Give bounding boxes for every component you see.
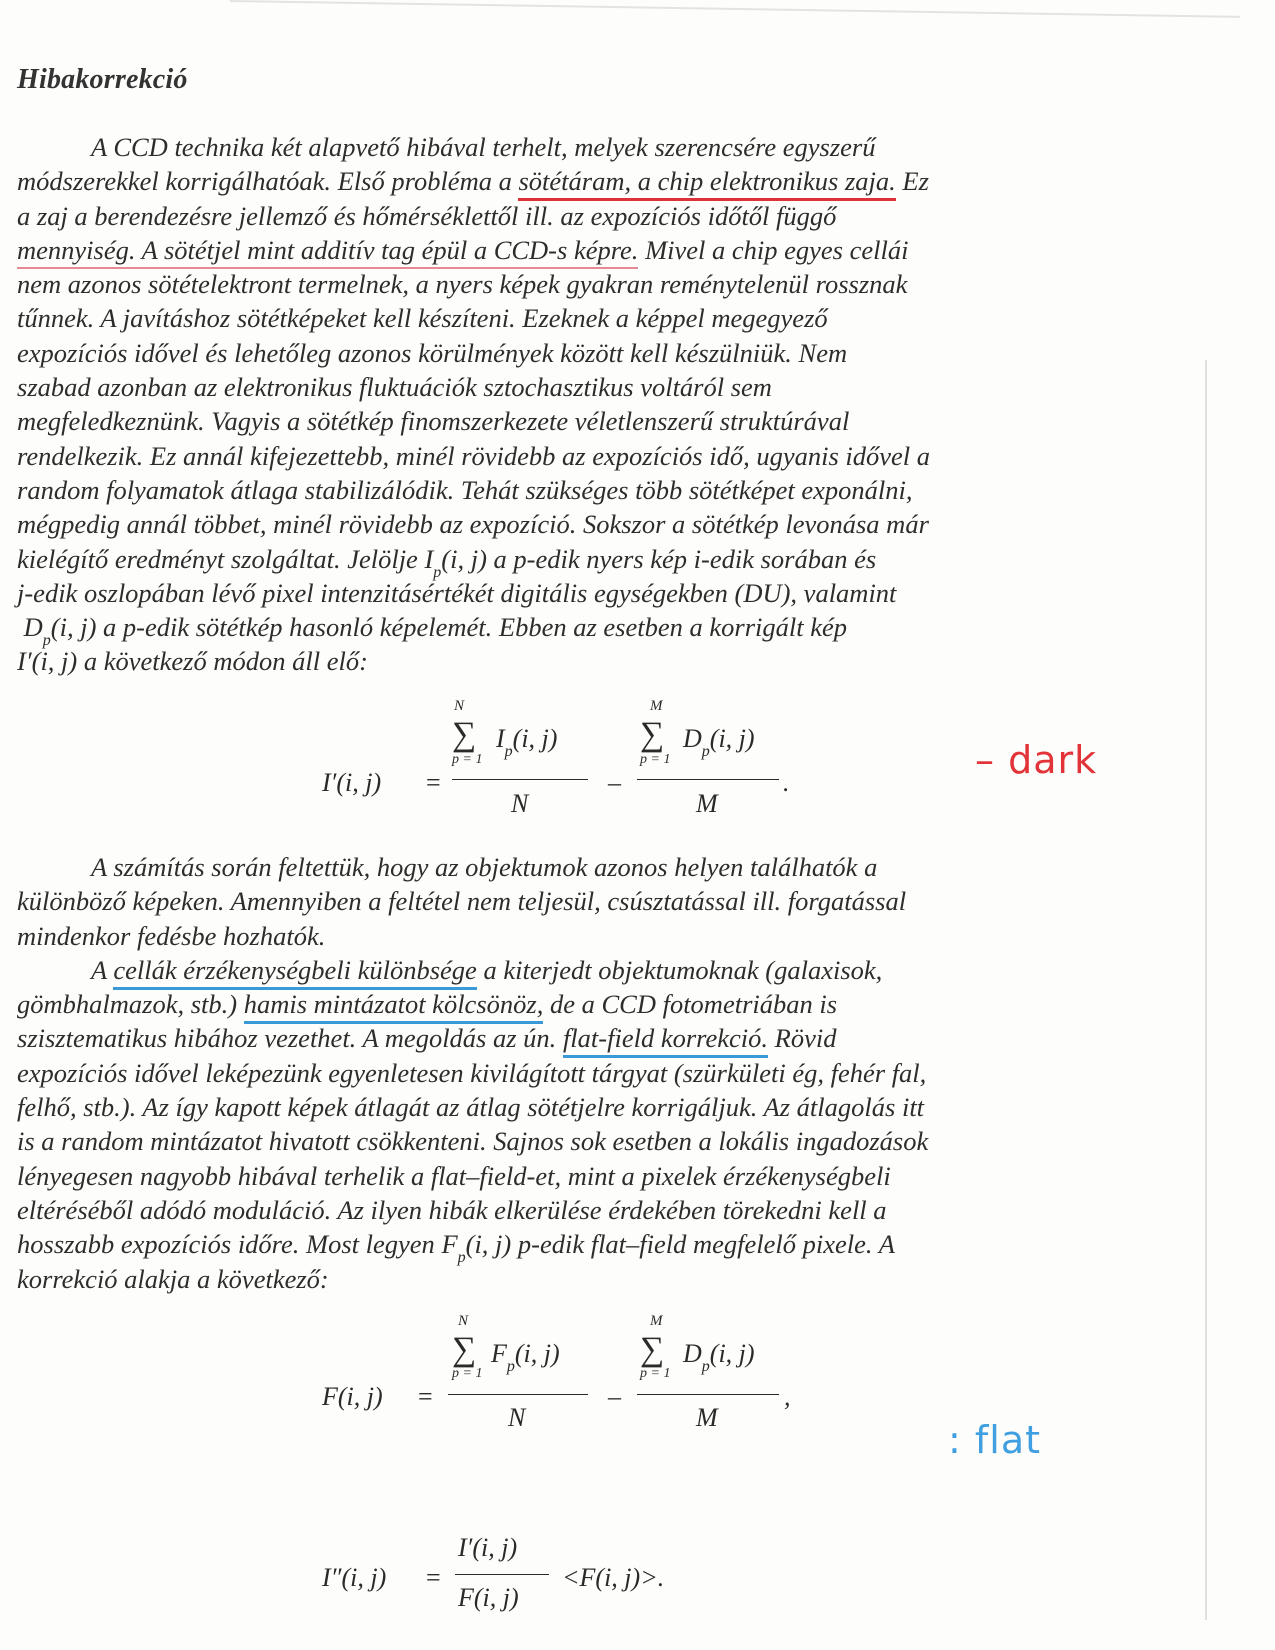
section-title: Hibakorrekció [17,64,188,95]
scan-edge-top [230,0,1240,36]
fraction-bar [452,779,588,780]
underline-sensitivity: cellák érzékenységbeli különbsége [113,955,476,990]
fraction-bar [637,1394,779,1395]
underline-dark-current: sötétáram, a chip elektronikus zaja. [518,166,895,201]
underline-flat-field: flat-field korrekció. [563,1023,768,1058]
handwritten-note-flat: : flat [948,1418,1042,1462]
scan-edge-right [1205,360,1207,1620]
fraction-bar [637,779,779,780]
sum-sign: ∑ [640,1331,665,1368]
fraction-bar [455,1574,549,1575]
underline-false-pattern: hamis mintázatot kölcsönöz, [244,989,544,1024]
formula-dark-correction: I′(i, j) = N ∑ $I_p(i$, j) p = 1 N – M ∑ $D_p(i$, j) p = 1 M . [322,698,790,818]
formula-flat-field: F(i, j) = N ∑ $F_p(i$, j) p = 1 N – M ∑ $D_p(i$, j) p = 1 M , [322,1313,791,1432]
sum-sign: ∑ [452,1331,477,1368]
formula-final-correction: I″(i, j) = I′(i, j) F(i, j) <F(i, j)>. [322,1533,665,1612]
fraction-bar [448,1394,588,1395]
paragraph-dark-current: A CCD technika két alapvető hibával terhelt, melyek szerencsére egyszerű módszerekkel korrigálhatóak. Első probléma a sötétáram, a chip elektronikus zaja. Ez a zaj a berendezésre jellemző és hőmérséklettől ill. az expozíciós időtől függő mennyiség. A sötétjel mint additív tag épül a CCD-s képre. Mivel a chip egyes cellái nem azonos sötételektront termelnek, a nyers képek gyakran reménytelenül rossznak tűnnek. A javításhoz sötétképeket kell készíteni. Ezeknek a képpel megegyező expozíciós idővel és lehetőleg azonos körülmények között kell készülniük. Nem szabad azonban az elektronikus fluktuációk sztochasztikus voltáról sem megfeledkeznünk. Vagyis a sötétkép finomszerkezete véletlenszerű struktúrával rendelkezik. Ez annál kifejezettebb, minél rövidebb az expozíciós idő, ugyanis idővel a random folyamatok átlaga stabilizálódik. Tehát szükséges több sötétképet exponálni, mégpedig annál többet, minél rövidebb az expozíció. Sokszor a sötétkép levonása már kielégítő eredményt szolgáltat. Jelölje $I_p(i$, j) a p-edik nyers kép i-edik sorában és j-edik oszlopában lévő pixel intenzitásértékét digitális egységekben (DU), valamint $D_p(i$, j) a p-edik sötétkép hasonló képelemét. Ebben az esetben a korrigált kép I′(i, j) a következő módon áll elő: [17,132,931,677]
paragraph-flat-field: A számítás során feltettük, hogy az objektumok azonos helyen találhatók a különböző képeken. Amennyiben a feltétel nem teljesül, csúsztatással ill. forgatással mindenkor fedésbe hozhatók. A cellák érzékenységbeli különbsége a kiterjedt objektumoknak (galaxisok, gömbhalmazok, stb.) hamis mintázatot kölcsönöz, de a CCD fotometriában is szisztematikus hibához vezethet. A megoldás az ún. flat-field korrekció. Rövid expozíciós idővel leképezünk egyenletesen kivilágított tárgyat (szürkületi ég, fehér fal, felhő, stb.). Az így kapott képek átlagát az átlag sötétjelre korrigáljuk. Az átlagolás itt is a random mintázatot hivatott csökkenteni. Sajnos sok esetben a lokális ingadozások lényegesen nagyobb hibával terhelik a flat–field-et, mint a pixelek érzékenységbeli eltéréséből adódó moduláció. Az ilyen hibák elkerülése érdekében törekedni kell a hosszabb expozíciós időre. Most legyen $F_p(i$, j) p-edik flat–field megfelelő pixele. A korrekció alakja a következő: [17,852,929,1294]
handwritten-note-dark: – dark [975,738,1098,782]
sum-sign: ∑ [452,716,477,753]
underline-dark-signal: A sötétjel mint additív tag épül a CCD-s képre. [142,235,639,269]
sum-sign: ∑ [640,716,665,753]
